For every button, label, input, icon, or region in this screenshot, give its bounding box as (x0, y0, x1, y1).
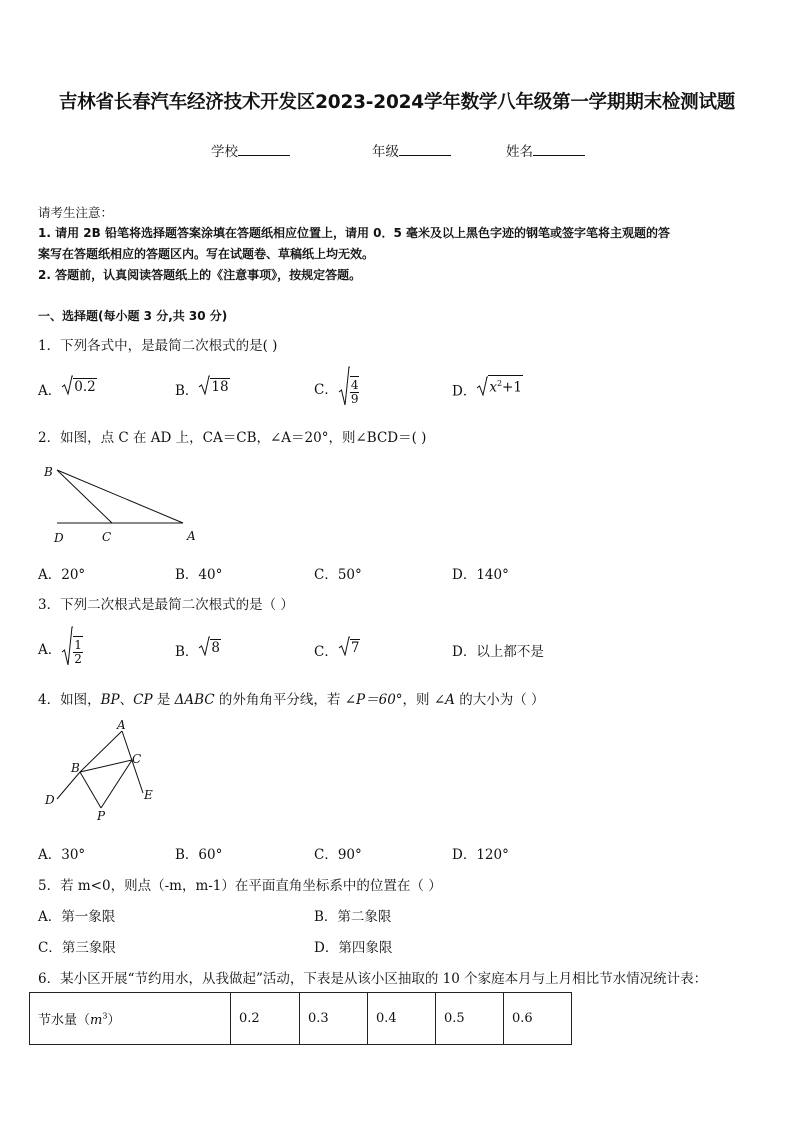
q4-label-d: D (45, 793, 55, 807)
q2-label-b: B (44, 465, 53, 479)
q4-stem-end: 的大小为（ ） (454, 692, 545, 708)
q4-stem-is: 是 (152, 692, 175, 708)
sqrt-sign (338, 636, 361, 656)
q4-label-c: C (132, 752, 142, 766)
q4-triangle-figure (40, 716, 170, 826)
sqrt-sign (61, 375, 96, 395)
section-heading: 一、选择题(每小题 3 分,共 30 分) (38, 309, 228, 323)
q6-value-cell: 0.2 (231, 993, 300, 1045)
q2-triangle-figure (40, 458, 210, 548)
grade-blank (399, 143, 451, 156)
q1-d-var: x (489, 379, 497, 396)
q1-c-numerator: 4 (350, 378, 359, 392)
sqrt-sign (198, 636, 221, 656)
q1-stem: 1．下列各式中，是最简二次根式的是( ) (38, 338, 278, 354)
q4-line-bp (80, 772, 101, 808)
notice-line-2: 2. 答题前，认真阅读答题纸上的《注意事项》，按规定答题。 (38, 268, 362, 282)
q4-line-ab (80, 731, 122, 772)
q4-stem-bp: BP (100, 692, 120, 708)
q3-b-radicand: 8 (211, 640, 221, 656)
q3-c-radicand: 7 (350, 640, 360, 656)
q4-label-b: B (71, 761, 80, 775)
q3-a-denominator: 2 (74, 652, 82, 666)
name-field (506, 140, 585, 160)
q2-label-c: C (102, 530, 112, 544)
q1-option-c-label: C． (314, 382, 338, 398)
q1-option-a (38, 375, 97, 399)
q4-stem-then: ，则 (402, 692, 434, 708)
q1-c-fraction (350, 376, 360, 406)
notice-heading: 请考生注意： (38, 205, 114, 220)
notice-line-1b: 案写在答题纸相应的答题区内。写在试题卷、草稿纸上均无效。 (38, 247, 375, 261)
school-label: 学校 (211, 144, 238, 160)
q1-option-b-label: B． (175, 383, 199, 399)
grade-label: 年级 (372, 144, 399, 160)
q1-d-exp: 2 (496, 379, 503, 388)
q2-label-d: D (54, 531, 64, 545)
q1-d-radicand (488, 375, 523, 396)
sqrt-sign (61, 626, 83, 666)
q3-option-c-label: C． (314, 644, 338, 660)
sqrt-sign (476, 375, 523, 396)
q3-a-numerator: 1 (74, 638, 82, 652)
notice-line-1a: 1. 请用 2B 铅笔将选择题答案涂填在答题纸相应位置上，请用 0．5 毫米及以上黑色字迹的钢笔或签字笔将主观题的答 (38, 226, 670, 240)
q6-unit: m (90, 1013, 103, 1028)
q3-option-a-label: A． (38, 642, 62, 658)
q5-option-b: B．第二象限 (314, 909, 392, 925)
q1-option-d (452, 375, 523, 400)
name-blank (533, 143, 585, 156)
q1-c-denominator: 9 (350, 392, 359, 406)
q6-value-cell: 0.4 (368, 993, 436, 1045)
q3-option-d: D．以上都不是 (452, 644, 544, 660)
q4-label-p: P (97, 809, 106, 823)
q1-option-b (175, 375, 230, 399)
q2-line-ba (57, 470, 183, 523)
table-row (30, 993, 572, 1045)
q6-unit-exp: 3 (102, 1011, 108, 1021)
school-blank (238, 143, 290, 156)
q4-line-bd (57, 772, 80, 799)
q4-stem (38, 688, 545, 708)
q4-stem-mid: 的外角角平分线，若 (214, 692, 345, 708)
q6-header: 节水量（ (38, 1013, 91, 1028)
q6-table (29, 992, 572, 1045)
q1-option-a-label: A． (38, 383, 62, 399)
q5-option-c: C．第三象限 (38, 940, 116, 956)
page-title: 吉林省长春汽车经济技术开发区2023-2024学年数学八年级第一学期期末检测试题 (58, 92, 736, 113)
q4-stem-pre: 4．如图， (38, 692, 101, 708)
q4-option-a: A．30° (38, 847, 86, 863)
q2-line-bc (57, 470, 112, 523)
q6-stem: 6．某小区开展“节约用水，从我做起”活动，下表是从该小区抽取的 10 个家庭本月与上月相比节水情况统计表： (38, 971, 708, 987)
sqrt-sign (198, 375, 229, 395)
q6-header-end: ） (107, 1013, 121, 1028)
q6-value-cell: 0.6 (504, 993, 572, 1045)
q4-stem-angle: ∠P＝60° (344, 692, 403, 708)
q1-option-c (314, 366, 359, 410)
name-label: 姓名 (506, 144, 533, 160)
q6-value-cell: 0.3 (300, 993, 368, 1045)
q4-stem-abc: ΔABC (174, 692, 215, 708)
sqrt-sign (338, 366, 360, 406)
q3-stem: 3．下列二次根式是最简二次根式的是（ ） (38, 597, 294, 613)
q2-option-d: D．140° (452, 567, 509, 583)
school-field (211, 140, 290, 160)
q4-line-cp (101, 760, 132, 808)
q4-stem-cp: CP (133, 692, 153, 708)
q3-option-b-label: B． (175, 644, 199, 660)
q2-option-c: C．50° (314, 567, 362, 583)
q3-option-b (175, 636, 221, 660)
q4-option-d: D．120° (452, 847, 509, 863)
q2-label-a: A (187, 529, 196, 543)
q1-a-radicand: 0.2 (74, 379, 96, 395)
q3-option-a (38, 626, 83, 670)
grade-field (372, 140, 451, 160)
q6-value-cell: 0.5 (436, 993, 504, 1045)
q1-option-d-label: D． (452, 383, 477, 400)
q5-stem: 5．若 m<0，则点（-m，m-1）在平面直角坐标系中的位置在（ ） (38, 878, 442, 894)
q6-header-cell (30, 993, 231, 1045)
q4-label-e: E (144, 788, 153, 802)
q5-option-a: A．第一象限 (38, 909, 116, 925)
q5-option-d: D．第四象限 (314, 940, 393, 956)
q3-a-fraction (73, 636, 83, 666)
q4-line-bc (80, 760, 132, 772)
q4-stem-sep: 、 (119, 692, 134, 708)
q2-option-a: A．20° (38, 567, 86, 583)
q3-option-c (314, 636, 360, 660)
q2-option-b: B．40° (175, 567, 223, 583)
q1-b-radicand: 18 (211, 379, 229, 395)
q1-d-rest: +1 (502, 379, 522, 396)
q4-stem-angle-a: ∠A (433, 692, 455, 708)
q2-stem: 2．如图，点 C 在 AD 上，CA＝CB，∠A＝20°，则∠BCD＝( ) (38, 430, 427, 446)
q4-option-c: C．90° (314, 847, 362, 863)
q4-option-b: B．60° (175, 847, 223, 863)
q4-label-a: A (117, 718, 126, 732)
